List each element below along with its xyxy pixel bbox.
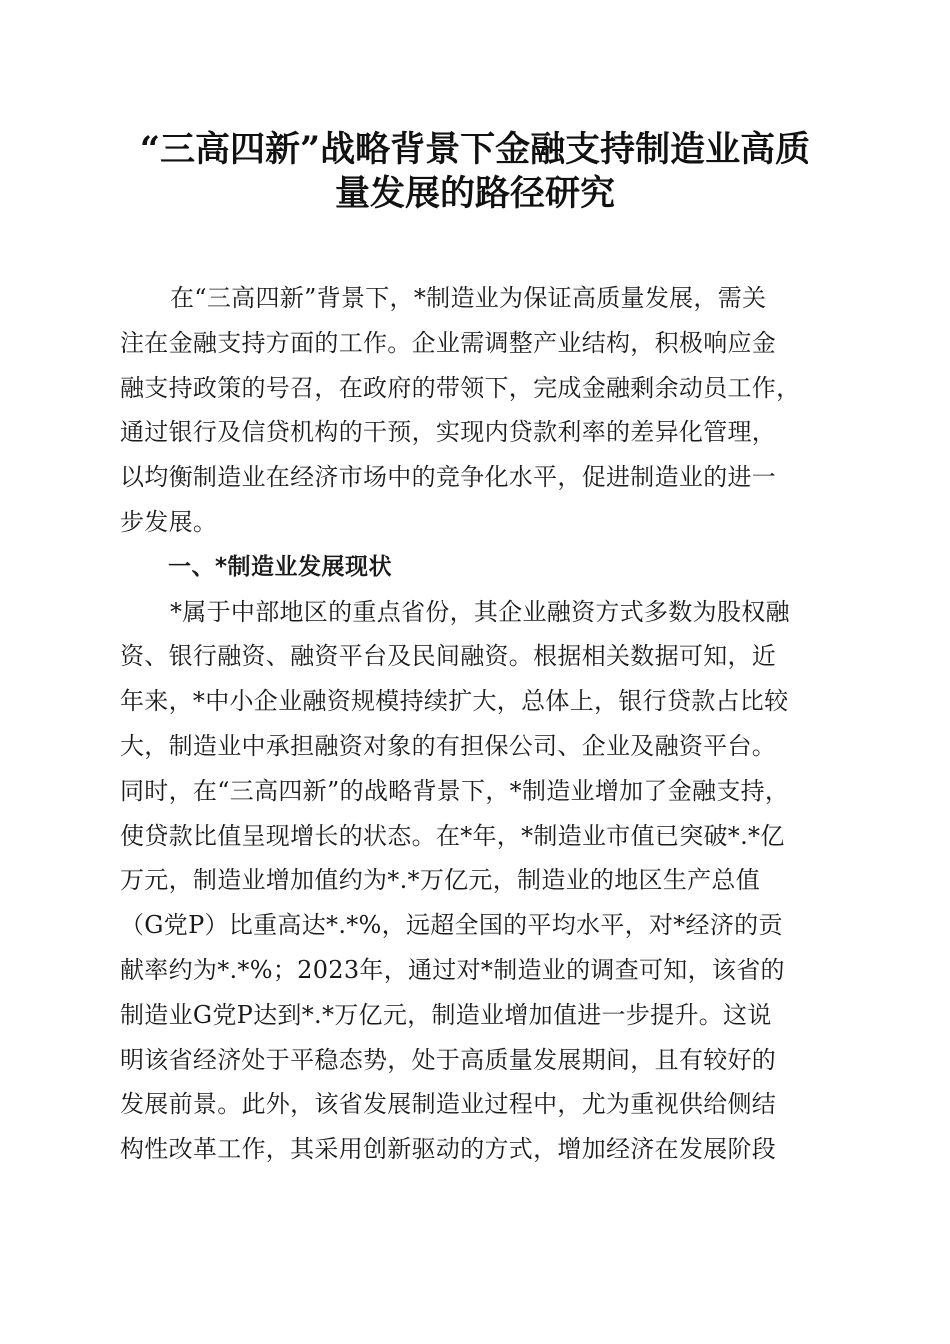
paragraph-line: 同时，在“三高四新”的战略背景下，*制造业增加了金融支持， (120, 776, 790, 805)
document-title (95, 128, 855, 216)
paragraph-line: 资、银行融资、融资平台及民间融资。根据相关数据可知，近 (120, 642, 777, 671)
paragraph-line: 步发展。 (120, 507, 218, 536)
paragraph-line: 通过银行及信贷机构的干预，实现内贷款利率的差异化管理， (120, 418, 777, 447)
section1-paragraph (120, 590, 840, 1172)
paragraph-line: *属于中部地区的重点省份，其企业融资方式多数为股权融 (170, 597, 790, 626)
paragraph-line: 使贷款比值呈现增长的状态。在*年，*制造业市值已突破*.*亿 (120, 821, 785, 850)
paragraph-line: 注在金融支持方面的工作。企业需调整产业结构，积极响应金 (120, 328, 777, 357)
paragraph-line: （G党P）比重高达*.*%，远超全国的平均水平，对*经济的贡 (120, 911, 783, 940)
document-body (120, 276, 840, 1172)
paragraph-line: 制造业G党P达到*.*万亿元，制造业增加值进一步提升。这说 (120, 1000, 772, 1029)
paragraph-line: 献率约为*.*%；2023年，通过对*制造业的调查可知，该省的 (120, 955, 785, 984)
title-line-1: “三高四新”战略背景下金融支持制造业高质 (139, 129, 811, 170)
paragraph-line: 发展前景。此外，该省发展制造业过程中，尤为重视供给侧结 (120, 1090, 777, 1119)
paragraph-line: 构性改革工作，其采用创新驱动的方式，增加经济在发展阶段 (120, 1135, 777, 1164)
paragraph-line: 明该省经济处于平稳态势，处于高质量发展期间，且有较好的 (120, 1045, 777, 1074)
section-heading: 一、*制造业发展现状 (168, 553, 393, 580)
title-line-2: 量发展的路径研究 (334, 173, 615, 214)
intro-paragraph (120, 276, 840, 545)
paragraph-line: 融支持政策的号召，在政府的带领下，完成金融剩余动员工作， (120, 373, 801, 402)
paragraph-line: 大，制造业中承担融资对象的有担保公司、企业及融资平台。 (120, 731, 777, 760)
paragraph-line: 在“三高四新”背景下，*制造业为保证高质量发展，需关 (170, 284, 767, 312)
paragraph-line: 年来，*中小企业融资规模持续扩大，总体上，银行贷款占比较 (120, 687, 789, 716)
paragraph-line: 万元，制造业增加值约为*.*万亿元，制造业的地区生产总值 (120, 866, 761, 895)
paragraph-line: 以均衡制造业在经济市场中的竞争化水平，促进制造业的进一 (120, 463, 777, 492)
